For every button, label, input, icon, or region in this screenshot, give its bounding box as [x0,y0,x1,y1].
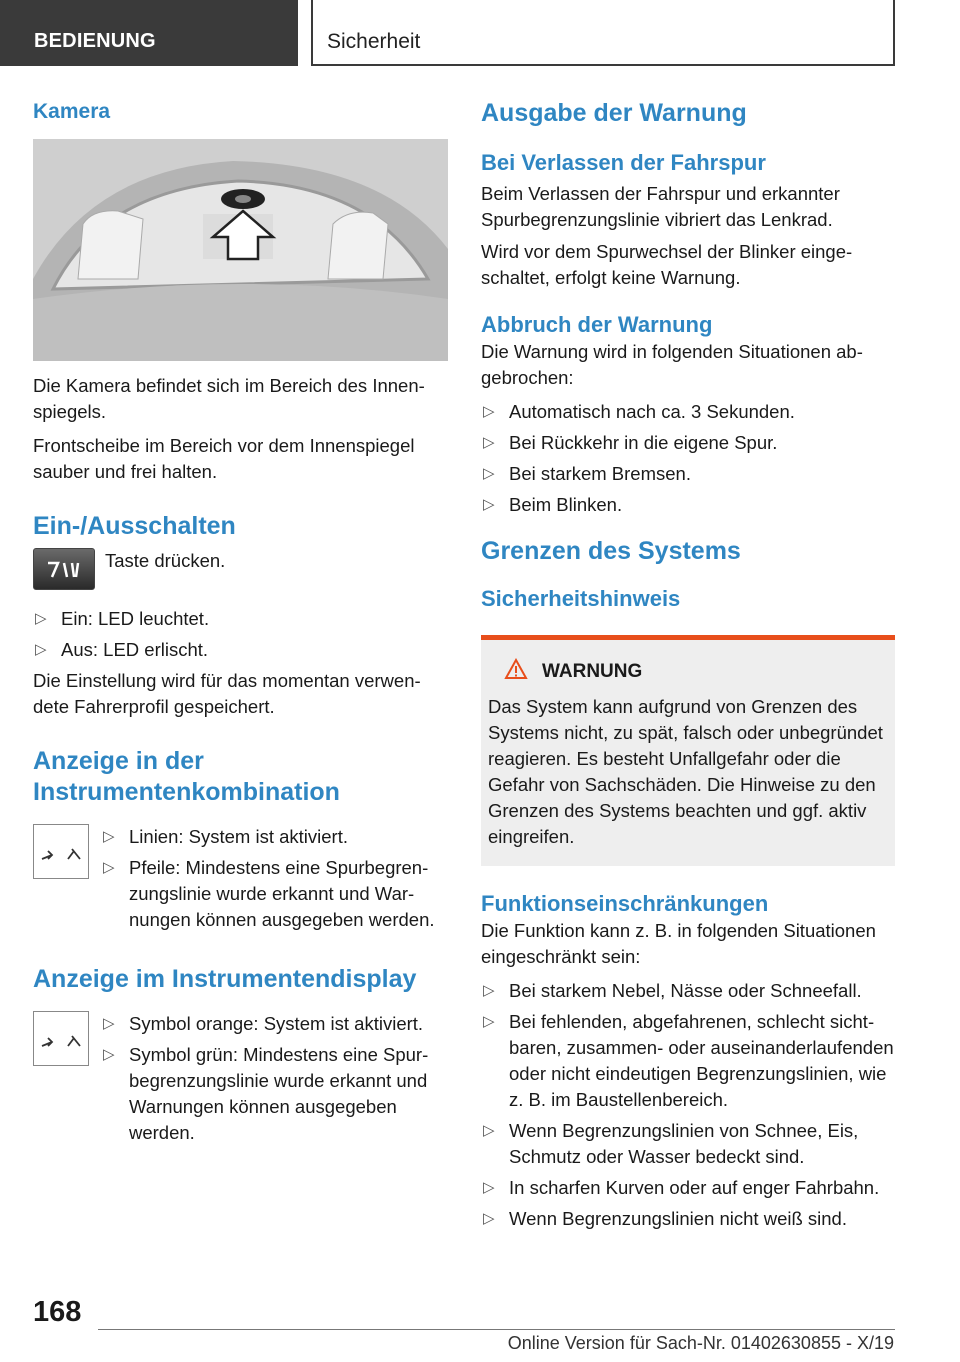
section-title: Sicherheit [311,0,895,66]
list-item: ▷ Bei starkem Nebel, Nässe oder Schneefall. [481,978,895,1004]
kamera-heading: Kamera [33,100,111,123]
lane-lines-icon [33,824,89,879]
lane-lines-display-icon [33,1011,89,1066]
anzeige-kombi-heading: Anzeige in der Instrumentenkombination [33,747,340,806]
warning-text: Das System kann aufgrund von Grenzen des Systems nicht, zu spät, falsch oder unbegründet reagieren. Es besteht Unfallgefahr oder die Gefahr von Sachschäden. Die Hinweise zu den Grenzen des Systems beachten und ggf. aktiv eingreifen. [488,696,883,847]
list-item: ▷ Wenn Begrenzungslinien von Schnee, Eis, Schmutz oder Wasser bedeckt sind. [481,1118,895,1170]
chapter-tab: BEDIENUNG [0,0,298,66]
display-list [101,1011,448,1151]
list-item: ▷ Linien: System ist aktiviert. [101,824,448,850]
list-item: ▷ Beim Blinken. [481,492,895,518]
funktion-list [481,978,895,1232]
abbruch-heading: Abbruch der Warnung [481,312,713,337]
ein-aus-list [33,606,448,663]
page-number: 168 [33,1296,82,1328]
warning-title: WARNUNG [542,661,643,682]
kamera-paragraph-1: Die Kamera befindet sich im Bereich des Innenspiegels. [33,375,425,422]
grenzen-heading: Grenzen des Systems [481,537,741,565]
list-item: ▷ Pfeile: Mindestens eine Spurbegrenzungslinie wurde erkannt und Warnungen können ausgegeben werden. [101,855,448,933]
verlassen-paragraph-2: Wird vor dem Spurwechsel der Blinker eingeschaltet, erfolgt keine Warnung. [481,241,853,288]
list-item: ▷ Ein: LED leuchtet. [33,606,448,632]
kamera-paragraph-2: Frontscheibe im Bereich vor dem Innenspiegel sauber und frei halten. [33,435,415,482]
funktion-paragraph: Die Funktion kann z. B. in folgenden Situationen eingeschränkt sein: [481,920,876,967]
warning-triangle-icon [504,658,528,686]
left-column [33,98,448,1151]
sicherheitshinweis-heading: Sicherheitshinweis [481,586,681,611]
lane-assist-button-icon [33,548,95,590]
right-column [481,98,895,1237]
ein-aus-paragraph: Die Einstellung wird für das momentan verwendete Fahrerprofil gespeichert. [33,670,421,717]
list-item: ▷ Automatisch nach ca. 3 Sekunden. [481,399,895,425]
page-header [0,0,960,66]
online-version-note: Online Version für Sach-Nr. 01402630855 - X/19 [507,1333,894,1353]
anzeige-display-heading: Anzeige im Instrumentendisplay [33,965,417,993]
list-item: ▷ Wenn Begrenzungslinien nicht weiß sind. [481,1206,895,1232]
ein-aus-instruction: Taste drücken. [105,550,226,571]
ausgabe-heading: Ausgabe der Warnung [481,99,747,127]
footer-divider [98,1329,895,1330]
list-item: ▷ In scharfen Kurven oder auf enger Fahrbahn. [481,1175,895,1201]
list-item: ▷ Bei starkem Bremsen. [481,461,895,487]
verlassen-heading: Bei Verlassen der Fahrspur [481,150,766,175]
verlassen-paragraph-1: Beim Verlassen der Fahrspur und erkannter Spurbegrenzungslinie vibriert das Lenkrad. [481,183,840,230]
ein-aus-heading: Ein-/Ausschalten [33,512,236,540]
camera-photo [33,139,448,361]
page-footer [0,1296,960,1362]
list-item: ▷ Bei Rückkehr in die eigene Spur. [481,430,895,456]
abbruch-paragraph: Die Warnung wird in folgenden Situationen abgebrochen: [481,341,863,388]
list-item: ▷ Bei fehlenden, abgefahrenen, schlecht sichtbaren, zusammen- oder auseinanderlaufenden oder nicht eindeutigen Begrenzungslinien, wie z. B. im Baustellenbereich. [481,1009,895,1113]
warning-box [481,635,895,866]
list-item: ▷ Aus: LED erlischt. [33,637,448,663]
kombi-list [101,824,448,938]
list-item: ▷ Symbol orange: System ist aktiviert. [101,1011,448,1037]
funktion-heading: Funktionseinschränkungen [481,891,769,916]
abbruch-list [481,399,895,518]
list-item: ▷ Symbol grün: Mindestens eine Spurbegrenzungslinie wurde erkannt und Warnungen können ausgegeben werden. [101,1042,448,1146]
